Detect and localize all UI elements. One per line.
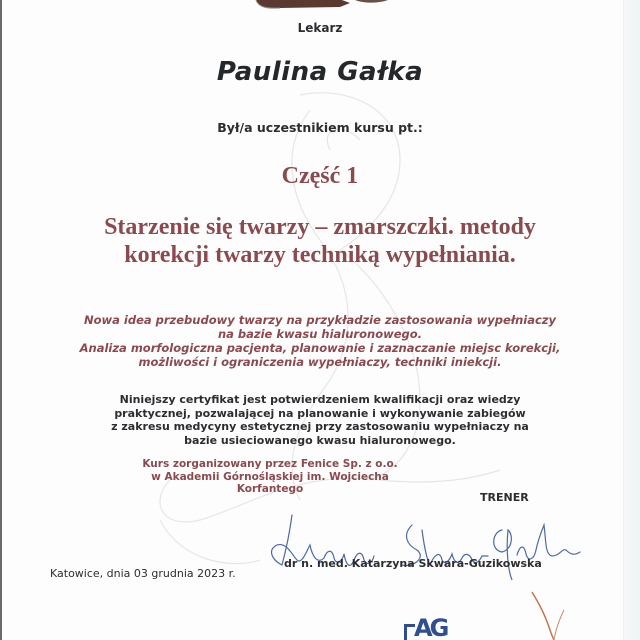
course-title: Starzenie się twarzy – zmarszczki. metody korekcji twarzy techniką wypełniania.	[104, 214, 536, 268]
organizer-line: w Akademii Górnośląskiej im. Wojciecha Korfantego	[151, 470, 389, 495]
statement-line: z zakresu medycyny estetycznej przy zastosowaniu wypełniaczy na	[111, 420, 529, 433]
scan-left-edge	[0, 0, 2, 640]
decorative-flourish-icon	[520, 590, 580, 640]
description-line: na bazie kwasu hialuronowego.	[217, 327, 423, 341]
participant-line: Był/a uczestnikiem kursu pt.:	[217, 120, 423, 135]
trainer-name: dr n. med. Katarzyna Skwara-Guzikowska	[284, 557, 542, 570]
statement-line: Niniejszy certyfikat jest potwierdzeniem kwalifikacji oraz wiedzy	[119, 393, 521, 406]
description-line: Nowa idea przebudowy twarzy na przykładzie zastosowania wypełniaczy	[84, 313, 556, 327]
statement-line: bazie usieciowanego kwasu hialuronowego.	[184, 433, 456, 447]
role-label: Lekarz	[297, 21, 343, 35]
scan-right-edge	[623, 0, 640, 640]
brush-stroke-decoration-icon	[250, 0, 390, 14]
course-part: Część 1	[281, 163, 359, 189]
description-line: możliwości i ograniczenia wypełniaczy, techniki iniekcji.	[138, 355, 502, 369]
logo-letters: AG	[414, 614, 447, 640]
statement-line: praktycznej, pozwalającej na planowanie i wykonywanie zabiegów	[114, 406, 526, 420]
place-and-date: Katowice, dnia 03 grudnia 2023 r.	[50, 567, 236, 580]
course-description	[40, 313, 600, 369]
organizer-info	[120, 458, 420, 496]
organizer-line: Kurs zorganizowany przez Fenice Sp. z o.o.	[142, 458, 398, 470]
certificate-statement	[90, 393, 550, 447]
trainer-label: TRENER	[480, 491, 529, 504]
recipient-name: Paulina Gałka	[216, 57, 424, 87]
academy-logo-icon	[402, 614, 458, 640]
description-line: Analiza morfologiczna pacjenta, planowanie i zaznaczanie miejsc korekcji,	[79, 341, 561, 355]
